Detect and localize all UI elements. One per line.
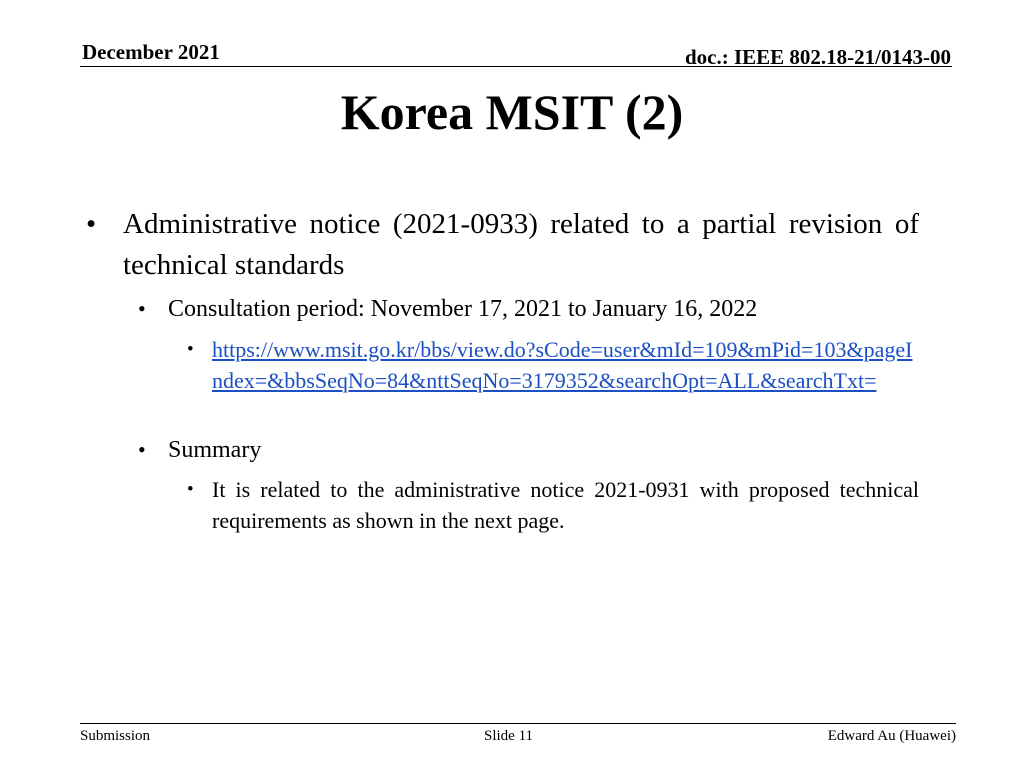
- bullet-icon: •: [187, 339, 194, 360]
- bullet-icon: •: [138, 437, 146, 462]
- slide-title: Korea MSIT (2): [340, 84, 684, 140]
- footer-divider: [80, 723, 956, 724]
- consultation-period-text: Consultation period: November 17, 2021 to January 16, 2022: [168, 296, 758, 322]
- header-date: December 2021: [82, 40, 220, 64]
- header-doc-id: doc.: IEEE 802.18-21/0143-00: [684, 45, 951, 69]
- bullet-icon: •: [187, 479, 194, 500]
- footer-author: Edward Au (Huawei): [827, 728, 956, 744]
- msit-notice-link[interactable]: https://www.msit.go.kr/bbs/view.do?sCode=user&mId=109&mPid=103&pageIndex=&bbsSeqNo=84&nttSeqNo=3179352&searchOpt=ALL&searchTxt=: [212, 337, 913, 393]
- header-divider: [80, 66, 952, 67]
- bullet-icon: •: [138, 296, 146, 321]
- summary-label: Summary: [168, 437, 262, 463]
- footer-submission: Submission: [80, 728, 151, 744]
- summary-text: It is related to the administrative notice 2021-0931 with proposed technical requirements as shown in the next page.: [212, 477, 919, 533]
- bullet-icon: •: [86, 208, 97, 240]
- bullet-level1-text: Administrative notice (2021-0933) related to a partial revision of technical standards: [123, 208, 919, 281]
- footer-slide-number: Slide 11: [484, 728, 534, 744]
